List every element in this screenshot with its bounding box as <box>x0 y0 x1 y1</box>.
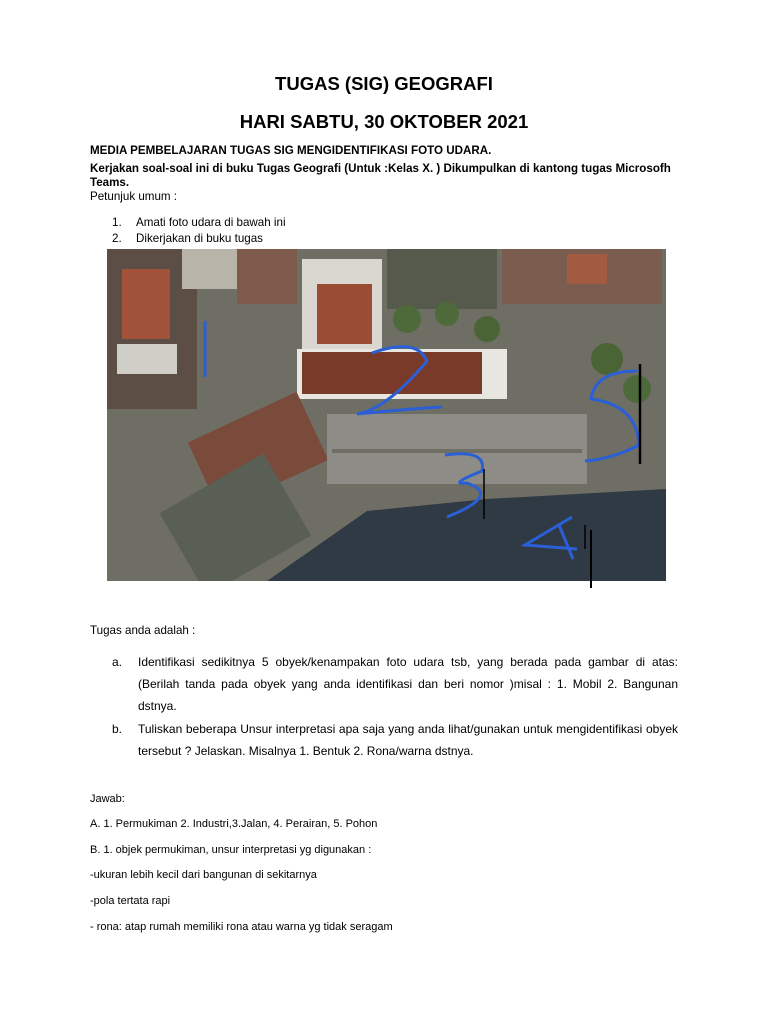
answer-line-5: - rona: atap rumah memiliki rona atau warna yg tidak seragam <box>90 921 393 933</box>
petunjuk-item-2-text: Dikerjakan di buku tugas <box>136 232 263 245</box>
media-line: MEDIA PEMBELAJARAN TUGAS SIG MENGIDENTIFIKASI FOTO UDARA. <box>90 144 492 157</box>
date-heading: HARI SABTU, 30 OKTOBER 2021 <box>239 111 529 132</box>
tasks-intro: Tugas anda adalah : <box>90 624 196 637</box>
petunjuk-item-1-num: 1. <box>112 216 122 229</box>
answer-line-2: B. 1. objek permukiman, unsur interpretasi yg digunakan : <box>90 844 372 856</box>
task-a-letter: a. <box>112 655 123 669</box>
pen-line-below-photo <box>590 530 592 588</box>
task-b-letter: b. <box>112 722 123 736</box>
answer-line-4: -pola tertata rapi <box>90 895 171 907</box>
main-building-roof <box>302 352 482 394</box>
task-a-text: Identifikasi sedikitnya 5 obyek/kenampakan foto udara tsb, yang berada pada gambar di atas: (Berilah tanda pada obyek yang anda identifikasi dan beri nomor )misal : 1. Mobil 2. Bangunan dstnya. <box>138 655 678 713</box>
answer-label: Jawab: <box>90 793 125 805</box>
answer-line-3: -ukuran lebih kecil dari bangunan di sekitarnya <box>90 869 317 881</box>
page-title: TUGAS (SIG) GEOGRAFI <box>275 73 493 94</box>
petunjuk-item-2-num: 2. <box>112 232 122 245</box>
instruction-text: Kerjakan soal-soal ini di buku Tugas Geografi (Untuk :Kelas X. ) Dikumpulkan di kantong tugas Microsofh Teams. <box>90 162 671 189</box>
petunjuk-label: Petunjuk umum : <box>90 190 177 203</box>
roof-building-west <box>122 269 170 339</box>
aerial-photo <box>107 249 666 581</box>
task-b-text: Tuliskan beberapa Unsur interpretasi apa saja yang anda lihat/gunakan untuk mengidentifikasi obyek tersebut ? Jelaskan. Misalnya 1. Bentuk 2. Rona/warna dstnya. <box>138 722 678 758</box>
answer-line-1: A. 1. Permukiman 2. Industri,3.Jalan, 4. Perairan, 5. Pohon <box>90 818 378 830</box>
petunjuk-item-1-text: Amati foto udara di bawah ini <box>136 216 286 229</box>
